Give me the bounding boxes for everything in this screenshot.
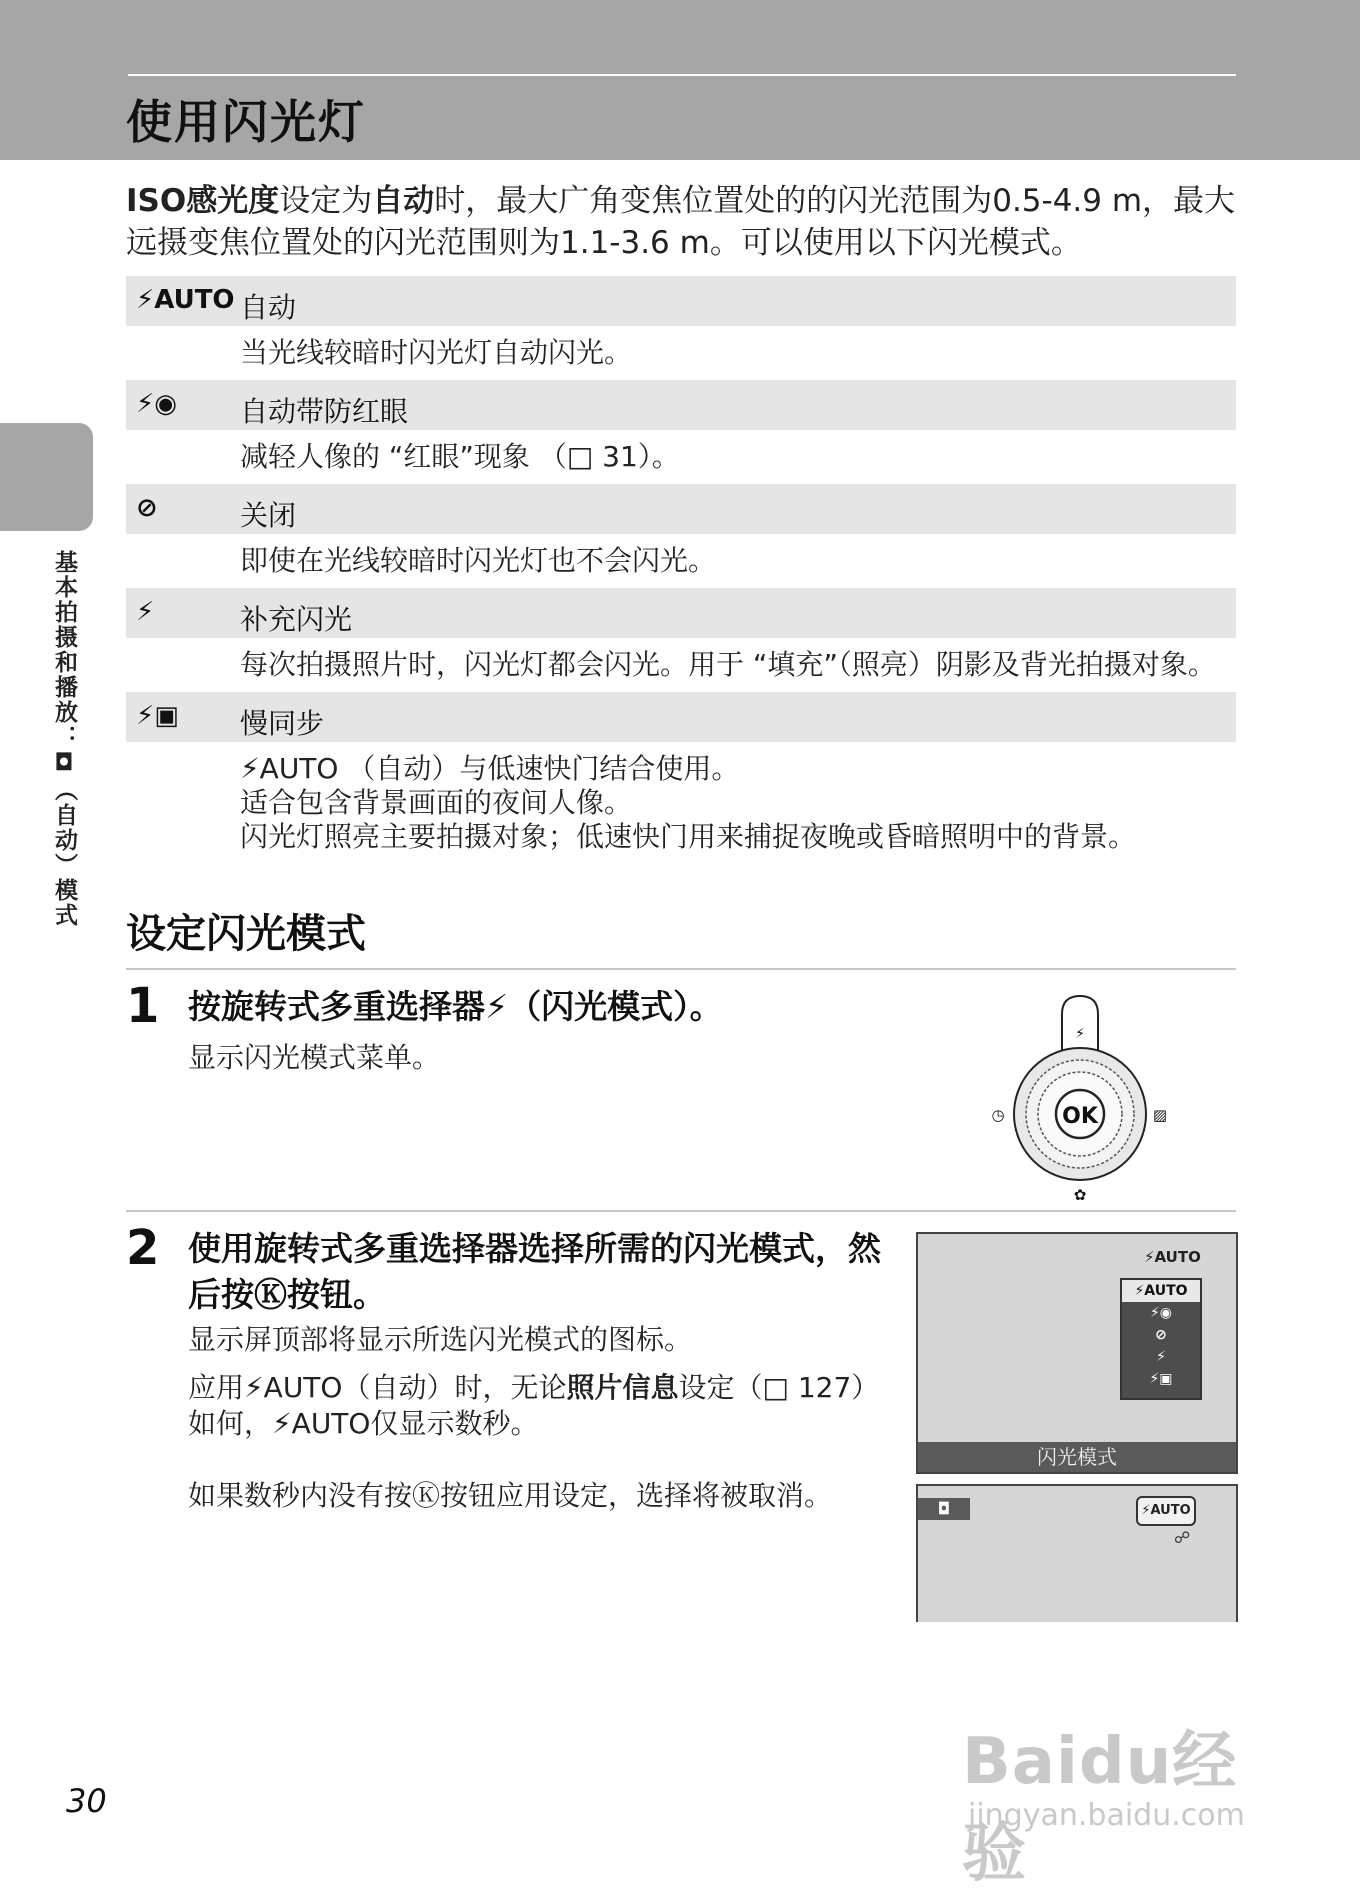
flash-menu-screen	[916, 1232, 1238, 1474]
header-rule	[128, 74, 1236, 76]
step-text: 显示闪光模式菜单。	[188, 1041, 441, 1074]
baidu-watermark	[962, 1680, 1292, 1891]
mode-description: 减轻人像的 “红眼”现象 （□ 31）。	[240, 440, 680, 473]
camera-mode-icon: ◘	[918, 1498, 970, 1520]
mode-header	[126, 380, 1236, 430]
mode-row-fill	[126, 588, 1236, 692]
rotary-multi-selector-diagram	[968, 990, 1168, 1210]
mode-description: ⚡AUTO （自动）与低速快门结合使用。 适合包含背景画面的夜间人像。 闪光灯照亮主要拍摄对象；低速快门用来捕捉夜晚或昏暗照明中的背景。	[240, 752, 1137, 853]
mode-row-redeye	[126, 380, 1236, 484]
mode-header	[126, 484, 1236, 534]
mode-row-auto	[126, 276, 1236, 380]
exposure-comp-icon: ▨	[1152, 1106, 1168, 1124]
flash-fill-icon: ⚡	[136, 597, 155, 627]
chapter-label: 基本拍摄和播放：◘（自动）模式	[51, 550, 77, 928]
shooting-screen	[916, 1484, 1238, 1622]
menu-item-off[interactable]: ⊘	[1155, 1327, 1167, 1343]
menu-item-slow-sync[interactable]: ⚡▣	[1149, 1371, 1173, 1387]
flash-icon: ⚡	[1075, 1026, 1085, 1042]
menu-title-bar: 闪光模式	[918, 1442, 1236, 1472]
step-number: 2	[126, 1220, 160, 1276]
intro-text-2: 时，最大广角变焦位置处的的闪光范围为0.5-4.9 m，最大远摄变焦位置处的闪光范围则为1.1-3.6 m。可以使用以下闪光模式。	[126, 183, 1236, 261]
menu-item-auto[interactable]: ⚡AUTO	[1122, 1280, 1200, 1302]
mode-header	[126, 276, 1236, 326]
intro-iso-term: ISO感光度	[126, 183, 280, 219]
step-text	[188, 1370, 888, 1442]
flash-mode-table	[126, 276, 1236, 864]
watermark-url: jingyan.baidu.com	[968, 1798, 1245, 1833]
flash-auto-icon: ⚡AUTO	[1136, 1496, 1196, 1526]
step-title: 按旋转式多重选择器⚡（闪光模式）。	[188, 987, 723, 1026]
section-rule	[126, 968, 1236, 970]
step-text: 显示屏顶部将显示所选闪光模式的图标。	[188, 1323, 693, 1356]
step-text: 如果数秒内没有按Ⓚ按钮应用设定，选择将被取消。	[188, 1479, 833, 1512]
flash-off-icon: ⊘	[136, 493, 158, 523]
flash-slow-sync-icon: ⚡▣	[136, 701, 179, 731]
intro-auto-term: 自动	[372, 183, 435, 219]
ok-button-label: OK	[1062, 1104, 1098, 1129]
step-divider	[126, 1210, 1236, 1212]
page-title: 使用闪光灯	[126, 95, 366, 149]
mode-header	[126, 692, 1236, 742]
mode-name: 自动	[240, 291, 297, 324]
mode-description: 即使在光线较暗时闪光灯也不会闪光。	[240, 544, 717, 577]
mode-name: 自动带防红眼	[240, 395, 409, 428]
watermark-logo-text: Baidu经验	[962, 1725, 1238, 1891]
mode-description: 当光线较暗时闪光灯自动闪光。	[240, 336, 633, 369]
step-number: 1	[126, 978, 160, 1034]
mode-row-slow-sync	[126, 692, 1236, 864]
mode-name: 关闭	[240, 499, 297, 532]
step-title: 使用旋转式多重选择器选择所需的闪光模式，然后按Ⓚ按钮。	[188, 1229, 881, 1314]
macro-icon: ✿	[1073, 1186, 1087, 1204]
intro-paragraph	[126, 180, 1236, 264]
flash-redeye-icon: ⚡◉	[136, 389, 177, 419]
chapter-tab	[0, 423, 93, 531]
vibration-reduction-icon: ☍	[1174, 1528, 1191, 1547]
mode-description: 每次拍摄照片时，闪光灯都会闪光。用于 “填充”（照亮）阴影及背光拍摄对象。	[240, 648, 1216, 681]
mode-header	[126, 588, 1236, 638]
current-flash-icon: ⚡AUTO	[1144, 1248, 1201, 1266]
mode-row-off	[126, 484, 1236, 588]
step-text-part: 设定（□ 127）如何，⚡AUTO仅显示数秒。	[188, 1371, 880, 1440]
mode-name: 补充闪光	[240, 603, 353, 636]
intro-text-1: 设定为	[279, 183, 373, 219]
menu-item-fill[interactable]: ⚡	[1156, 1349, 1166, 1365]
section-title: 设定闪光模式	[126, 911, 366, 957]
page-number: 30	[66, 1782, 107, 1820]
photo-info-term: 照片信息	[566, 1371, 679, 1404]
flash-auto-icon: ⚡AUTO	[136, 285, 235, 315]
menu-item-redeye[interactable]: ⚡◉	[1149, 1305, 1173, 1321]
self-timer-icon: ◷	[991, 1106, 1005, 1124]
mode-name: 慢同步	[240, 707, 325, 740]
step-text-part: 应用⚡AUTO（自动）时，无论	[188, 1371, 567, 1404]
flash-mode-menu	[1120, 1278, 1202, 1400]
